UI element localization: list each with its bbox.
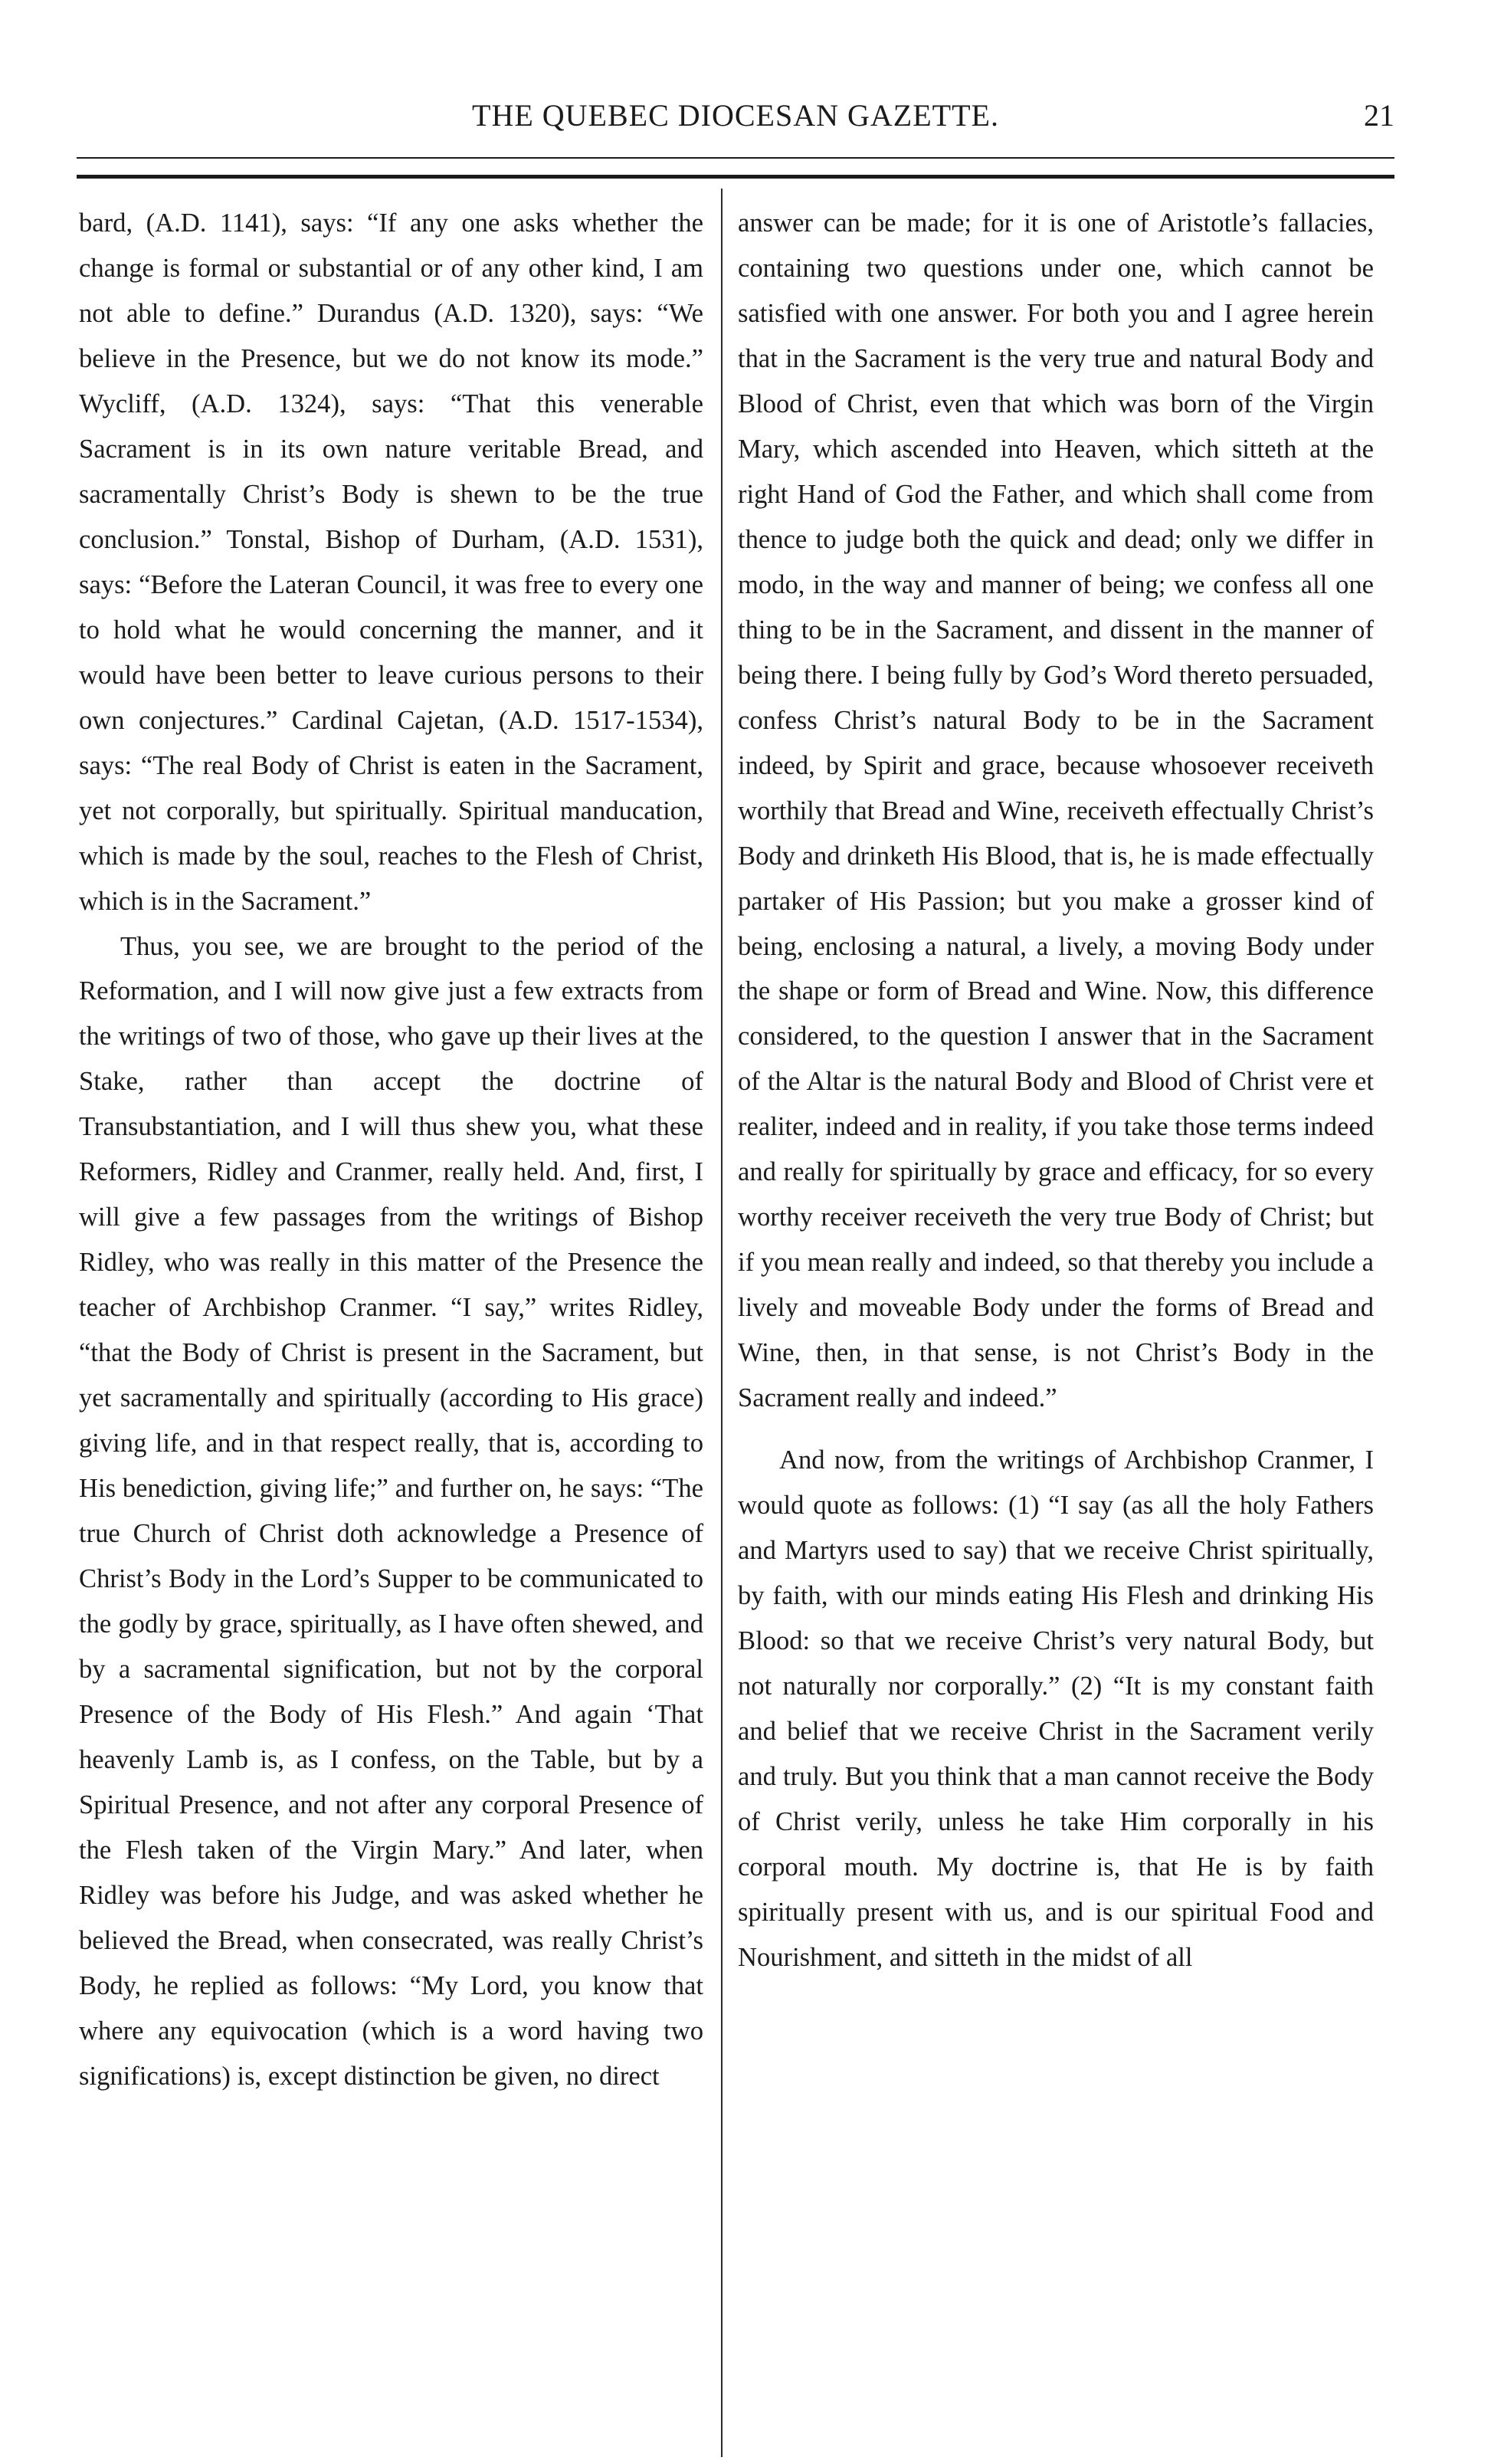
left-column (79, 201, 703, 2099)
left-paragraph-2: Thus, you see, we are brought to the period of the Reformation, and I will now give just a few extracts from the writings of two of those, who gave up their lives at the Stake, rather than accept the doctrine of Transubstantiation, and I will thus shew you, what these Reformers, Ridley and Cranmer, really held. And, first, I will give a few passages from the writings of Bishop Ridley, who was really in this matter of the Presence the teacher of Archbishop Cranmer. “I say,” writes Ridley, “that the Body of Christ is present in the Sacrament, but yet sacramentally and spiritually (according to His grace) giving life, and in that respect really, that is, according to His benediction, giving life;” and further on, he says: “The true Church of Christ doth acknowledge a Presence of Christ’s Body in the Lord’s Supper to be communicated to the godly by grace, spiritually, as I have often shewed, and by a sacramental signification, but not by the corporal Presence of the Body of His Flesh.” And again ‘That heavenly Lamb is, as I confess, on the Table, but by a Spiritual Presence, and not after any corporal Presence of the Flesh taken of the Virgin Mary.” And later, when Ridley was before his Judge, and was asked whether he believed the Bread, when consecrated, was really Christ’s Body, he replied as follows: “My Lord, you know that where any equivocation (which is a word having two significations) is, except distinction be given, no direct (79, 931, 703, 2091)
header-rule-thin (77, 157, 1394, 159)
right-column (738, 201, 1374, 1980)
column-divider (721, 189, 723, 2457)
right-paragraph-2: And now, from the writings of Archbishop Cranmer, I would quote as follows: (1) “I say (as all the holy Fathers and Martyrs used to say) that we receive Christ spiritually, by faith, with our minds eating His Flesh and drinking His Blood: so that we receive Christ’s very natural Body, but not naturally nor corporally.” (2) “It is my constant faith and belief that we receive Christ in the Sacrament verily and truly. But you think that a man cannot receive the Body of Christ verily, unless he take Him corporally in his corporal mouth. My doctrine is, that He is by faith spiritually present with us, and is our spiritual Food and Nourishment, and sitteth in the midst of all (738, 1445, 1374, 1972)
page-number: 21 (1364, 98, 1394, 133)
right-paragraph-1: answer can be made; for it is one of Aristotle’s fallacies, containing two questions under one, which cannot be satisfied with one answer. For both you and I agree herein that in the Sacrament is the very true and natural Body and Blood of Christ, even that which was born of the Virgin Mary, which ascended into Heaven, which sitteth at the right Hand of God the Father, and which shall come from thence to judge both the quick and dead; only we differ in modo, in the way and manner of being; we confess all one thing to be in the Sacrament, and dissent in the manner of being there. I being fully by God’s Word thereto persuaded, confess Christ’s natural Body to be in the Sacrament indeed, by Spirit and grace, because whosoever receiveth worthily that Bread and Wine, receiveth effectually Christ’s Body and drinketh His Blood, that is, he is made effectually partaker of His Passion; but you make a grosser kind of being, enclosing a natural, a lively, a moving Body under the shape or form of Bread and Wine. Now, this difference considered, to the question I answer that in the Sacrament of the Altar is the natural Body and Blood of Christ vere et realiter, indeed and in reality, if you take those terms indeed and really for spiritually by grace and efficacy, for so every worthy receiver receiveth the very true Body of Christ; but if you mean really and indeed, so that thereby you include a lively and moveable Body under the forms of Bread and Wine, then, in that sense, is not Christ’s Body in the Sacrament really and indeed.” (738, 208, 1374, 1413)
header-rule-thick (77, 175, 1394, 179)
left-paragraph-1: bard, (A.D. 1141), says: “If any one asks whether the change is formal or substantial or of any other kind, I am not able to define.” Durandus (A.D. 1320), says: “We believe in the Presence, but we do not know its mode.” Wycliff, (A.D. 1324), says: “That this venerable Sacrament is in its own nature veritable Bread, and sacramentally Christ’s Body is shewn to be the true conclusion.” Tonstal, Bishop of Durham, (A.D. 1531), says: “Before the Lateran Council, it was free to every one to hold what he would concerning the manner, and it would have been better to leave curious persons to their own conjectures.” Cardinal Cajetan, (A.D. 1517-1534), says: “The real Body of Christ is eaten in the Sacrament, yet not corporally, but spiritually. Spiritual manducation, which is made by the soul, reaches to the Flesh of Christ, which is in the Sacrament.” (79, 208, 703, 916)
running-head (77, 89, 1394, 143)
journal-title: THE QUEBEC DIOCESAN GAZETTE. (472, 98, 999, 133)
